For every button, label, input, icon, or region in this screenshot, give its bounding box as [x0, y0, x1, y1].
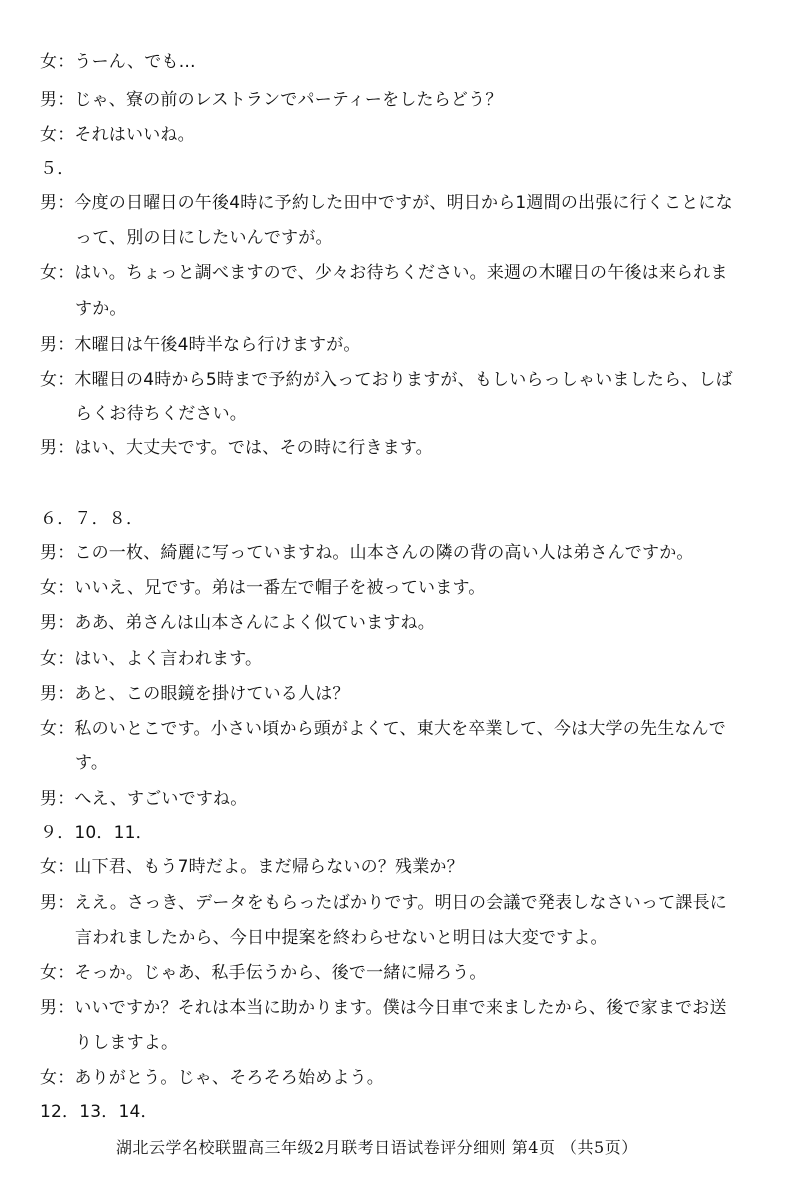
dialogue-line: 女：木曜日の4時から5時まで予約が入っておりますが、もしいらっしゃいましたら、しば [40, 370, 733, 390]
dialogue-line-continuation: りしますよ。 [75, 1033, 179, 1053]
dialogue-line: 男：ええ。さっき、データをもらったばかりです。明日の会議で発表しなさいって課長に [40, 893, 727, 913]
section-number: ５． [40, 159, 75, 179]
dialogue-line: 女：いいえ、兄です。弟は一番左で帽子を被っています。 [40, 578, 486, 598]
dialogue-line: 女：ありがとう。じゃ、そろそろ始めよう。 [40, 1068, 384, 1088]
section-number: 12．13．14． [40, 1102, 158, 1122]
dialogue-line: 男：はい、大丈夫です。では、その時に行きます。 [40, 438, 433, 458]
section-number: ９．10．11． [40, 823, 153, 843]
section-number: ６．７．８． [40, 509, 144, 529]
dialogue-line: 男：じゃ、寮の前のレストランでパーティーをしたらどう？ [40, 90, 503, 110]
dialogue-line: 女：はい。ちょっと調べますので、少々お待ちください。来週の木曜日の午後は来られま [40, 263, 728, 283]
dialogue-line: 女：うーん、でも… [40, 52, 196, 72]
dialogue-line: 男：ああ、弟さんは山本さんによく似ていますね。 [40, 613, 435, 633]
dialogue-line-continuation: らくお待ちください。 [75, 404, 247, 424]
dialogue-line: 女：それはいいね。 [40, 125, 195, 145]
dialogue-line: 男：この一枚、綺麗に写っていますね。山本さんの隣の背の高い人は弟さんですか。 [40, 543, 694, 563]
dialogue-line-continuation: す。 [75, 753, 109, 773]
dialogue-line: 女：そっか。じゃあ、私手伝うから、後で一緒に帰ろう。 [40, 963, 487, 983]
dialogue-line: 男：今度の日曜日の午後4時に予約した田中ですが、明日から1週間の出張に行くことにな [40, 193, 733, 213]
page-footer: 湖北云学名校联盟高三年级2月联考日语试卷评分细则 第4页 （共5页） [116, 1138, 638, 1157]
dialogue-line-continuation: って、別の日にしたいんですが。 [75, 228, 333, 248]
dialogue-line: 女：私のいとこです。小さい頃から頭がよくて、東大を卒業して、今は大学の先生なんで [40, 719, 726, 739]
dialogue-line: 女：山下君、もう7時だよ。まだ帰らないの？残業か？ [40, 857, 464, 877]
dialogue-line-continuation: 言われましたから、今日中提案を終わらせないと明日は大変ですよ。 [75, 928, 608, 948]
dialogue-line-continuation: すか。 [75, 299, 127, 319]
dialogue-line: 男：あと、この眼鏡を掛けている人は？ [40, 684, 350, 704]
dialogue-line: 男：へえ、すごいですね。 [40, 789, 248, 809]
dialogue-line: 男：木曜日は午後4時半なら行けますが。 [40, 335, 361, 355]
dialogue-line: 女：はい、よく言われます。 [40, 649, 263, 669]
dialogue-line: 男：いいですか？それは本当に助かります。僕は今日車で来ましたから、後で家までお送 [40, 998, 727, 1018]
